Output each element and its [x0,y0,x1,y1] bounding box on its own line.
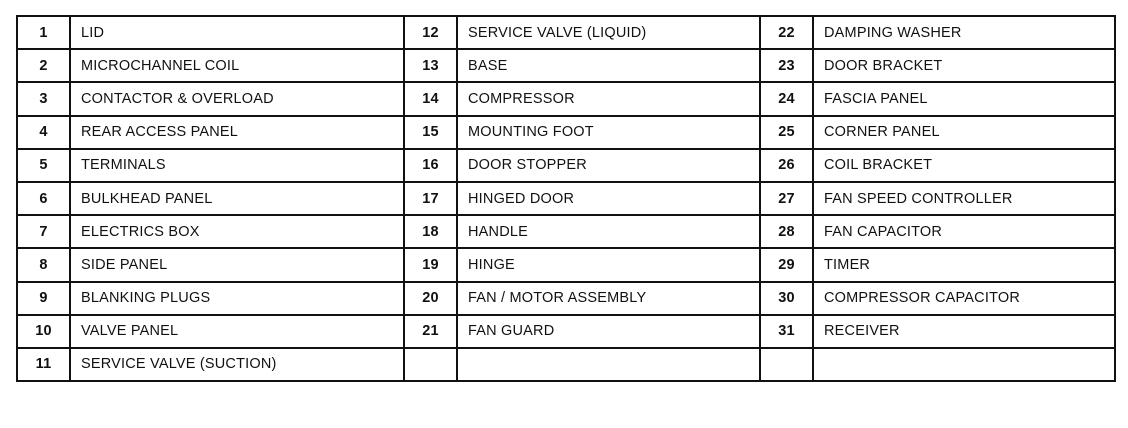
part-description: TERMINALS [70,149,404,182]
part-description: FAN GUARD [457,315,760,348]
table-row [17,49,1115,82]
table-row [17,315,1115,348]
part-number: 21 [404,315,457,348]
table-row [17,116,1115,149]
table-row [17,282,1115,315]
table-row [17,82,1115,115]
part-number: 15 [404,116,457,149]
parts-table-body [17,16,1115,381]
part-description: DOOR BRACKET [813,49,1115,82]
part-number [760,348,813,381]
part-description: MOUNTING FOOT [457,116,760,149]
part-number: 3 [17,82,70,115]
part-description: LID [70,16,404,49]
part-number: 30 [760,282,813,315]
part-description: ELECTRICS BOX [70,215,404,248]
part-number: 14 [404,82,457,115]
part-description [813,348,1115,381]
part-number: 10 [17,315,70,348]
part-number: 6 [17,182,70,215]
part-number: 31 [760,315,813,348]
part-number: 18 [404,215,457,248]
part-number: 26 [760,149,813,182]
part-description: FAN CAPACITOR [813,215,1115,248]
part-number: 28 [760,215,813,248]
part-description: MICROCHANNEL COIL [70,49,404,82]
table-row [17,215,1115,248]
part-description: SERVICE VALVE (LIQUID) [457,16,760,49]
part-description: SERVICE VALVE (SUCTION) [70,348,404,381]
part-description: COMPRESSOR [457,82,760,115]
parts-table [16,15,1116,382]
table-row [17,348,1115,381]
part-number: 25 [760,116,813,149]
table-row [17,248,1115,281]
part-description: CONTACTOR & OVERLOAD [70,82,404,115]
part-description: RECEIVER [813,315,1115,348]
part-description: DOOR STOPPER [457,149,760,182]
part-number: 24 [760,82,813,115]
part-number: 16 [404,149,457,182]
part-description: HINGE [457,248,760,281]
part-description: FAN SPEED CONTROLLER [813,182,1115,215]
part-description: FASCIA PANEL [813,82,1115,115]
part-description: HINGED DOOR [457,182,760,215]
part-number: 4 [17,116,70,149]
part-description: BASE [457,49,760,82]
part-number: 12 [404,16,457,49]
part-number: 2 [17,49,70,82]
part-number: 19 [404,248,457,281]
part-description: SIDE PANEL [70,248,404,281]
parts-list [16,15,1114,382]
part-description: VALVE PANEL [70,315,404,348]
table-row [17,16,1115,49]
part-number: 9 [17,282,70,315]
part-number: 11 [17,348,70,381]
part-number: 7 [17,215,70,248]
part-number: 8 [17,248,70,281]
part-description: TIMER [813,248,1115,281]
part-number: 13 [404,49,457,82]
part-number: 27 [760,182,813,215]
part-description: REAR ACCESS PANEL [70,116,404,149]
part-description: BULKHEAD PANEL [70,182,404,215]
part-number: 29 [760,248,813,281]
part-description: HANDLE [457,215,760,248]
part-number: 5 [17,149,70,182]
part-number [404,348,457,381]
part-description: DAMPING WASHER [813,16,1115,49]
part-description: FAN / MOTOR ASSEMBLY [457,282,760,315]
part-description: CORNER PANEL [813,116,1115,149]
table-row [17,149,1115,182]
part-description: COIL BRACKET [813,149,1115,182]
part-description [457,348,760,381]
part-description: COMPRESSOR CAPACITOR [813,282,1115,315]
part-number: 22 [760,16,813,49]
part-number: 1 [17,16,70,49]
part-number: 20 [404,282,457,315]
table-row [17,182,1115,215]
part-description: BLANKING PLUGS [70,282,404,315]
part-number: 17 [404,182,457,215]
part-number: 23 [760,49,813,82]
